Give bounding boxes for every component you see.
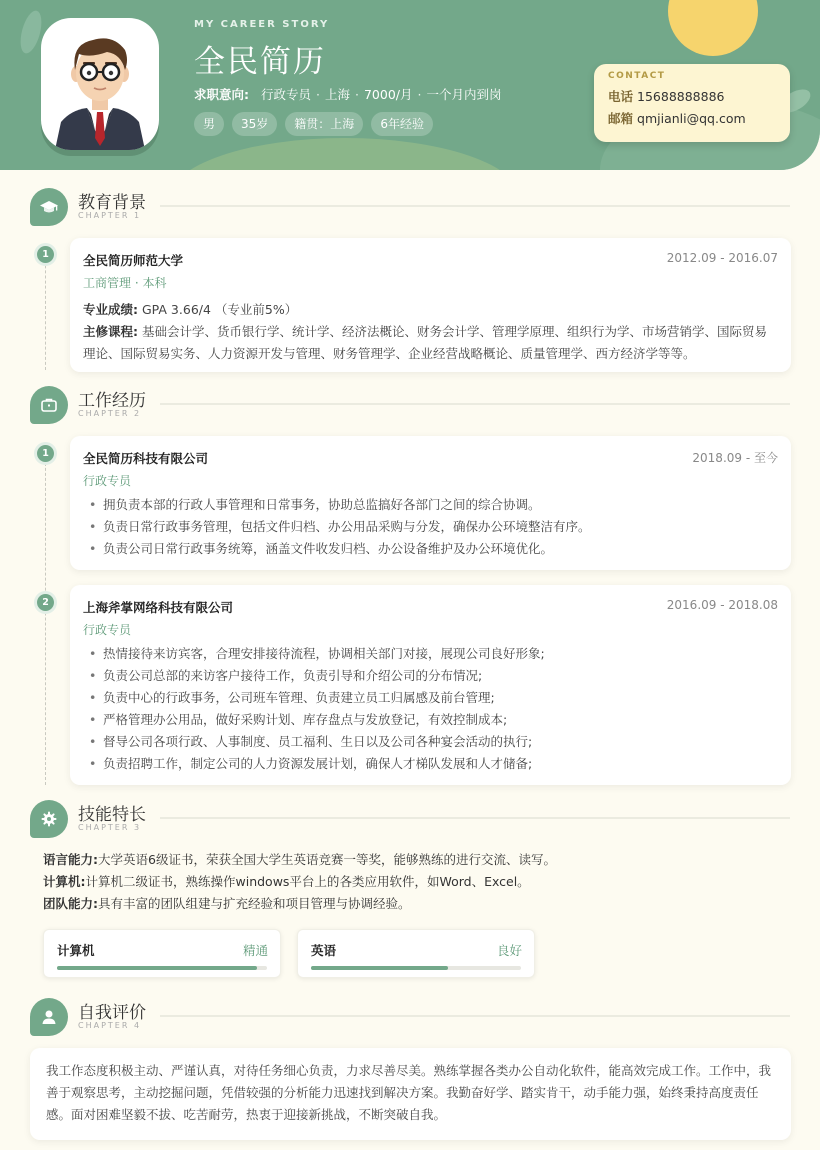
- education-score: [83, 299, 778, 321]
- work-duties: [83, 643, 778, 775]
- skill-line-team: [43, 893, 556, 915]
- email-label: 邮箱: [608, 111, 634, 126]
- courses-value: 基础会计学、货币银行学、统计学、经济法概论、财务会计学、管理学原理、组织行为学、市场营销学、国际贸易理论、国际贸易实务、人力资源开发与管理、财务管理学、企业经营战略概论、质量管理学、西方经济学等等。: [83, 324, 767, 361]
- skill-progress-fill: [57, 966, 257, 970]
- contact-phone: [608, 87, 776, 105]
- skill-line-language: [43, 849, 556, 871]
- skill-bar-computer: [43, 929, 281, 978]
- profile-tags: [194, 112, 433, 136]
- section-header-education: [30, 188, 790, 228]
- user-icon: [30, 998, 68, 1036]
- skill-progress-fill: [311, 966, 448, 970]
- list-item: • 拥负责本部的行政人事管理和日常事务，协助总监搞好各部门之间的综合协调。: [83, 494, 778, 516]
- work-date: 2016.09 - 2018.08: [666, 598, 778, 612]
- tag-experience: 6年经验: [371, 112, 433, 136]
- gear-icon: [30, 800, 68, 838]
- section-title-evaluation: 自我评价: [78, 1003, 146, 1023]
- list-item: • 热情接待来访宾客，合理安排接待流程，协调相关部门对接，展现公司良好形象;: [83, 643, 778, 665]
- score-value: GPA 3.66/4 （专业前5%）: [141, 302, 298, 317]
- section-title-skills: 技能特长: [78, 805, 146, 825]
- education-date: 2012.09 - 2016.07: [666, 251, 778, 265]
- section-header-skills: [30, 800, 790, 840]
- timeline-dot: 2: [37, 594, 54, 611]
- email-value: qmjianli@qq.com: [637, 111, 746, 126]
- skill-level: 精通: [242, 943, 268, 958]
- work-role: 行政专员: [83, 474, 132, 488]
- section-chapter-work: CHAPTER 2: [78, 409, 142, 418]
- timeline-line: [45, 245, 46, 370]
- section-divider: [160, 205, 790, 207]
- work-card: [70, 585, 791, 785]
- section-chapter-skills: CHAPTER 3: [78, 823, 142, 832]
- timeline-dot: 1: [37, 246, 54, 263]
- list-item: • 负责招聘工作，制定公司的人力资源发展计划，确保人才梯队发展和人才储备;: [83, 753, 778, 775]
- self-evaluation-text: 我工作态度积极主动、严谨认真，对待任务细心负责，力求尽善尽美。熟练掌握各类办公自动化软件，能高效完成工作。工作中，我善于观察思考，主动挖掘问题，凭借较强的分析能力迅速找到解决方案。我勤奋好学、踏实肯干，动手能力强，始终秉持高度责任感。面对困难坚毅不拔、吃苦耐劳，热衷于迎接新挑战，不断突破自我。: [30, 1048, 791, 1140]
- list-item: • 负责公司日常行政事务统筹，涵盖文件收发归档、办公设备维护及办公环境优化。: [83, 538, 778, 560]
- separator: ·: [316, 87, 320, 102]
- list-item: • 负责公司总部的来访客户接待工作，负责引导和介绍公司的分布情况;: [83, 665, 778, 687]
- skill-bar-english: [297, 929, 535, 978]
- skill-name: 英语: [311, 943, 337, 958]
- job-intent-label: 求职意向:: [194, 87, 249, 102]
- contact-card: [594, 64, 790, 142]
- work-card: [70, 436, 791, 570]
- tag-age: 35岁: [232, 112, 277, 136]
- decorative-sun: [668, 0, 758, 56]
- tag-hometown: 籍贯：上海: [285, 112, 363, 136]
- skills-description: [43, 849, 556, 915]
- phone-label: 电话: [608, 89, 634, 104]
- skill-line-label: 计算机:: [43, 874, 86, 889]
- skill-line-text: 具有丰富的团队组建与扩充经验和项目管理与协调经验。: [98, 896, 411, 911]
- work-date: 2018.09 - 至今: [692, 451, 778, 465]
- section-divider: [160, 403, 790, 405]
- skill-line-label: 团队能力:: [43, 896, 98, 911]
- job-intent-availability: 一个月内到岗: [426, 87, 502, 102]
- avatar: [41, 18, 159, 150]
- company-name: 全民简历科技有限公司: [83, 451, 209, 466]
- graduation-cap-icon: [30, 188, 68, 226]
- job-intent-position: 行政专员: [260, 87, 311, 102]
- decorative-hill: [170, 138, 520, 170]
- tag-gender: 男: [194, 112, 224, 136]
- work-duties: [83, 494, 778, 560]
- section-divider: [160, 1015, 790, 1017]
- skill-name: 计算机: [57, 943, 95, 958]
- section-title-work: 工作经历: [78, 391, 146, 411]
- skill-line-computer: [43, 871, 556, 893]
- skill-line-text: 计算机二级证书，熟练操作windows平台上的各类应用软件，如Word、Excel。: [85, 874, 530, 889]
- skill-level: 良好: [496, 943, 522, 958]
- header-banner: [0, 0, 820, 170]
- separator: ·: [355, 87, 359, 102]
- section-title-education: 教育背景: [78, 193, 146, 213]
- resume-name: 全民简历: [194, 44, 326, 80]
- contact-kicker: CONTACT: [608, 71, 666, 81]
- section-header-work: [30, 386, 790, 426]
- job-intent: [194, 85, 502, 103]
- courses-label: 主修课程:: [83, 324, 138, 339]
- list-item: • 督导公司各项行政、人事制度、员工福利、生日以及公司各种宴会活动的执行;: [83, 731, 778, 753]
- education-card: [70, 238, 791, 372]
- skill-line-label: 语言能力:: [43, 852, 98, 867]
- skill-progress-track: [57, 966, 267, 970]
- phone-value: 15688888886: [637, 89, 725, 104]
- section-header-evaluation: [30, 998, 790, 1038]
- education-major: 工商管理 · 本科: [83, 276, 167, 290]
- list-item: • 严格管理办公用品，做好采购计划、库存盘点与发放登记，有效控制成本;: [83, 709, 778, 731]
- timeline-line: [45, 443, 46, 785]
- list-item: • 负责中心的行政事务，公司班车管理、负责建立员工归属感及前台管理;: [83, 687, 778, 709]
- section-divider: [160, 817, 790, 819]
- job-intent-city: 上海: [324, 87, 350, 102]
- education-courses: [83, 321, 778, 365]
- briefcase-icon: [30, 386, 68, 424]
- school-name: 全民简历师范大学: [83, 253, 184, 268]
- header-kicker: MY CAREER STORY: [194, 19, 330, 30]
- company-name: 上海斧掌网络科技有限公司: [83, 600, 234, 615]
- timeline-dot: 1: [37, 445, 54, 462]
- contact-email: [608, 109, 776, 127]
- skill-line-text: 大学英语6级证书，荣获全国大学生英语竞赛一等奖，能够熟练的进行交流、读写。: [98, 852, 556, 867]
- score-label: 专业成绩:: [83, 302, 138, 317]
- skill-progress-track: [311, 966, 521, 970]
- section-chapter-education: CHAPTER 1: [78, 211, 142, 220]
- work-role: 行政专员: [83, 623, 132, 637]
- separator: ·: [417, 87, 422, 102]
- section-chapter-evaluation: CHAPTER 4: [78, 1021, 142, 1030]
- list-item: • 负责日常行政事务管理，包括文件归档、办公用品采购与分发，确保办公环境整洁有序。: [83, 516, 778, 538]
- job-intent-salary: 7000/月: [363, 87, 413, 102]
